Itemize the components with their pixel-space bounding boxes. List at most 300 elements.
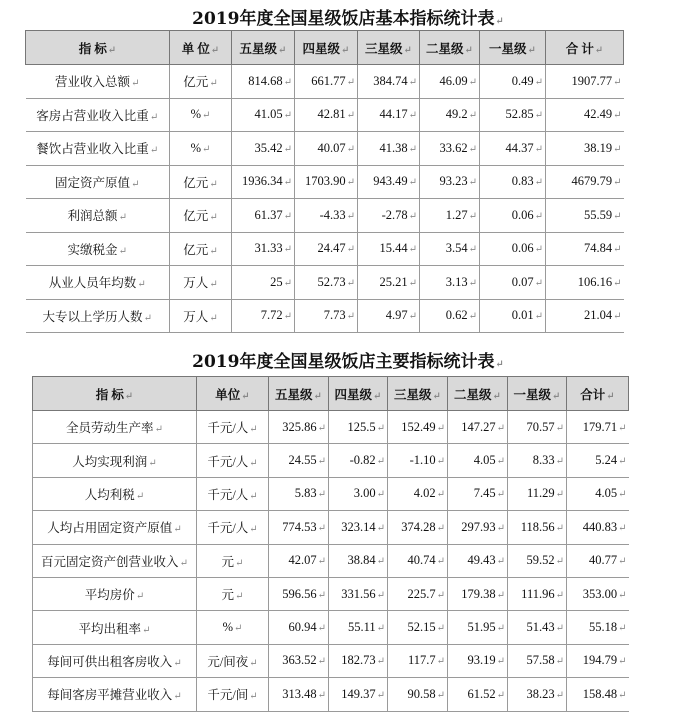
value-cell: 55.59↵: [546, 199, 624, 233]
paragraph-mark: ↵: [376, 456, 385, 468]
paragraph-mark: ↵: [154, 424, 163, 436]
paragraph-mark: ↵: [496, 422, 505, 434]
paragraph-mark: ↵: [552, 390, 561, 402]
paragraph-mark: ↵: [373, 390, 382, 402]
unit-cell: 千元/人↵: [197, 411, 269, 444]
value-cell: 31.33↵: [232, 232, 295, 266]
value-cell: 440.83↵: [567, 511, 629, 544]
value-cell: 363.52↵: [269, 644, 329, 677]
paragraph-mark: ↵: [209, 279, 218, 291]
paragraph-mark: ↵: [283, 143, 292, 155]
paragraph-mark: ↵: [403, 44, 412, 56]
table2-title: 2019年度全国星级饭店主要指标统计表↵: [192, 352, 504, 372]
indicator-label: 客房占营业收入比重↵: [26, 98, 170, 132]
indicator-label: 利润总额↵: [26, 199, 170, 233]
value-cell: 179.71↵: [567, 411, 629, 444]
paragraph-mark: ↵: [124, 390, 134, 402]
paragraph-mark: ↵: [376, 623, 385, 635]
unit-cell: 亿元↵: [170, 165, 232, 199]
paragraph-mark: ↵: [555, 489, 564, 501]
value-cell: 331.56↵: [329, 577, 388, 610]
paragraph-mark: ↵: [408, 210, 417, 222]
value-cell: 325.86↵: [269, 411, 329, 444]
table-row: [33, 544, 629, 577]
value-cell: 21.04↵: [546, 299, 624, 333]
table-row: [33, 511, 629, 544]
table-row: [33, 644, 629, 677]
table1-basic-indicators: [25, 30, 624, 333]
paragraph-mark: ↵: [149, 145, 159, 157]
paragraph-mark: ↵: [118, 212, 127, 224]
table-row: [26, 165, 624, 199]
value-cell: 4.97↵: [358, 299, 420, 333]
paragraph-mark: ↵: [317, 489, 326, 501]
value-cell: 374.28↵: [388, 511, 448, 544]
value-cell: 49.43↵: [448, 544, 508, 577]
value-cell: 42.49↵: [546, 98, 624, 132]
indicator-label: 每间可供出租客房收入↵: [33, 644, 197, 677]
value-cell: 7.73↵: [295, 299, 358, 333]
value-cell: 4.05↵: [567, 477, 629, 510]
value-cell: 49.2↵: [420, 98, 480, 132]
value-cell: 25.21↵: [358, 266, 420, 300]
value-cell: 0.62↵: [420, 299, 480, 333]
unit-cell: 千元/人↵: [197, 477, 269, 510]
paragraph-mark: ↵: [135, 490, 145, 502]
table2-header-cell: 一星级↵: [508, 377, 567, 411]
paragraph-mark: ↵: [613, 177, 622, 189]
table-row: [33, 411, 629, 444]
paragraph-mark: ↵: [202, 143, 211, 155]
value-cell: 0.07↵: [480, 266, 546, 300]
value-cell: 182.73↵: [329, 644, 388, 677]
paragraph-mark: ↵: [148, 457, 157, 469]
indicator-label: 从业人员年均数↵: [26, 266, 170, 300]
value-cell: 44.17↵: [358, 98, 420, 132]
paragraph-mark: ↵: [234, 623, 243, 635]
paragraph-mark: ↵: [209, 178, 218, 190]
paragraph-mark: ↵: [317, 556, 326, 568]
paragraph-mark: ↵: [613, 277, 622, 289]
value-cell: 814.68↵: [232, 65, 295, 99]
paragraph-mark: ↵: [107, 44, 117, 56]
table1-header-cell: 指 标↵: [26, 31, 170, 65]
paragraph-mark: ↵: [376, 489, 385, 501]
paragraph-mark: ↵: [468, 177, 477, 189]
value-cell: 59.52↵: [508, 544, 567, 577]
value-cell: 8.33↵: [508, 444, 567, 477]
paragraph-mark: ↵: [408, 110, 417, 122]
table1-header-cell: 一星级↵: [480, 31, 546, 65]
value-cell: 5.83↵: [269, 477, 329, 510]
paragraph-mark: ↵: [613, 311, 622, 323]
paragraph-mark: ↵: [118, 245, 127, 257]
value-cell: 15.44↵: [358, 232, 420, 266]
value-cell: 42.81↵: [295, 98, 358, 132]
paragraph-mark: ↵: [137, 279, 146, 291]
value-cell: 61.37↵: [232, 199, 295, 233]
value-cell: 118.56↵: [508, 511, 567, 544]
table-row: [26, 232, 624, 266]
paragraph-mark: ↵: [618, 656, 627, 668]
paragraph-mark: ↵: [495, 16, 504, 27]
value-cell: 1907.77↵: [546, 65, 624, 99]
paragraph-mark: ↵: [618, 589, 627, 601]
table1-header-cell: 单 位↵: [170, 31, 232, 65]
paragraph-mark: ↵: [376, 556, 385, 568]
paragraph-mark: ↵: [436, 422, 445, 434]
paragraph-mark: ↵: [555, 689, 564, 701]
paragraph-mark: ↵: [376, 522, 385, 534]
value-cell: 3.00↵: [329, 477, 388, 510]
value-cell: 4.05↵: [448, 444, 508, 477]
indicator-label: 人均占用固定资产原值↵: [33, 511, 197, 544]
paragraph-mark: ↵: [235, 591, 244, 603]
value-cell: 7.72↵: [232, 299, 295, 333]
value-cell: 7.45↵: [448, 477, 508, 510]
paragraph-mark: ↵: [436, 556, 445, 568]
paragraph-mark: ↵: [179, 557, 188, 569]
value-cell: 60.94↵: [269, 611, 329, 644]
indicator-label: 餐饮占营业收入比重↵: [26, 132, 170, 166]
paragraph-mark: ↵: [436, 489, 445, 501]
unit-cell: 元↵: [197, 577, 269, 610]
paragraph-mark: ↵: [173, 691, 182, 703]
table-row: [26, 65, 624, 99]
value-cell: 384.74↵: [358, 65, 420, 99]
paragraph-mark: ↵: [492, 390, 501, 402]
paragraph-mark: ↵: [496, 656, 505, 668]
table2-header-cell: 合计↵: [567, 377, 629, 411]
paragraph-mark: ↵: [283, 210, 292, 222]
value-cell: 46.09↵: [420, 65, 480, 99]
paragraph-mark: ↵: [613, 110, 622, 122]
paragraph-mark: ↵: [555, 589, 564, 601]
unit-cell: 亿元↵: [170, 199, 232, 233]
paragraph-mark: ↵: [346, 143, 355, 155]
value-cell: 33.62↵: [420, 132, 480, 166]
paragraph-mark: ↵: [534, 177, 543, 189]
paragraph-mark: ↵: [346, 177, 355, 189]
indicator-label: 实缴税金↵: [26, 232, 170, 266]
value-cell: 40.07↵: [295, 132, 358, 166]
value-cell: 117.7↵: [388, 644, 448, 677]
paragraph-mark: ↵: [135, 591, 145, 603]
paragraph-mark: ↵: [432, 390, 441, 402]
table-row: [33, 678, 629, 711]
paragraph-mark: ↵: [468, 76, 477, 88]
paragraph-mark: ↵: [376, 589, 385, 601]
paragraph-mark: ↵: [496, 522, 505, 534]
value-cell: 52.85↵: [480, 98, 546, 132]
paragraph-mark: ↵: [249, 691, 258, 703]
value-cell: -2.78↵: [358, 199, 420, 233]
paragraph-mark: ↵: [496, 589, 505, 601]
paragraph-mark: ↵: [143, 312, 152, 324]
paragraph-mark: ↵: [496, 689, 505, 701]
paragraph-mark: ↵: [468, 244, 477, 256]
value-cell: 90.58↵: [388, 678, 448, 711]
value-cell: 0.06↵: [480, 232, 546, 266]
paragraph-mark: ↵: [527, 44, 536, 56]
table2-header-cell: 三星级↵: [388, 377, 448, 411]
value-cell: 93.19↵: [448, 644, 508, 677]
table1-header-cell: 二星级↵: [420, 31, 480, 65]
value-cell: 44.37↵: [480, 132, 546, 166]
paragraph-mark: ↵: [408, 76, 417, 88]
indicator-label: 平均房价↵: [33, 577, 197, 610]
value-cell: 11.29↵: [508, 477, 567, 510]
value-cell: 41.38↵: [358, 132, 420, 166]
paragraph-mark: ↵: [555, 522, 564, 534]
indicator-label: 每间客房平摊营业收入↵: [33, 678, 197, 711]
paragraph-mark: ↵: [555, 422, 564, 434]
paragraph-mark: ↵: [534, 210, 543, 222]
table-row: [33, 611, 629, 644]
paragraph-mark: ↵: [249, 524, 258, 536]
paragraph-mark: ↵: [618, 489, 627, 501]
value-cell: 40.77↵: [567, 544, 629, 577]
paragraph-mark: ↵: [283, 110, 292, 122]
paragraph-mark: ↵: [618, 623, 627, 635]
value-cell: 0.83↵: [480, 165, 546, 199]
value-cell: -0.82↵: [329, 444, 388, 477]
value-cell: 38.23↵: [508, 678, 567, 711]
unit-cell: 千元/人↵: [197, 444, 269, 477]
indicator-label: 固定资产原值↵: [26, 165, 170, 199]
table1-header-cell: 三星级↵: [358, 31, 420, 65]
value-cell: 297.93↵: [448, 511, 508, 544]
indicator-label: 百元固定资产创营业收入↵: [33, 544, 197, 577]
unit-cell: 万人↵: [170, 299, 232, 333]
value-cell: 1.27↵: [420, 199, 480, 233]
table-row: [33, 577, 629, 610]
paragraph-mark: ↵: [618, 556, 627, 568]
unit-cell: 千元/间↵: [197, 678, 269, 711]
paragraph-mark: ↵: [555, 656, 564, 668]
value-cell: 1936.34↵: [232, 165, 295, 199]
unit-cell: %↵: [170, 98, 232, 132]
paragraph-mark: ↵: [313, 390, 322, 402]
table1-header-cell: 合 计↵: [546, 31, 624, 65]
value-cell: 93.23↵: [420, 165, 480, 199]
value-cell: 179.38↵: [448, 577, 508, 610]
unit-cell: 万人↵: [170, 266, 232, 300]
table-row: [26, 132, 624, 166]
paragraph-mark: ↵: [249, 490, 258, 502]
paragraph-mark: ↵: [495, 359, 504, 370]
indicator-label: 全员劳动生产率↵: [33, 411, 197, 444]
paragraph-mark: ↵: [209, 212, 218, 224]
value-cell: 353.00↵: [567, 577, 629, 610]
paragraph-mark: ↵: [346, 210, 355, 222]
paragraph-mark: ↵: [594, 44, 604, 56]
paragraph-mark: ↵: [464, 44, 473, 56]
paragraph-mark: ↵: [496, 456, 505, 468]
paragraph-mark: ↵: [468, 143, 477, 155]
paragraph-mark: ↵: [249, 457, 258, 469]
paragraph-mark: ↵: [618, 456, 627, 468]
paragraph-mark: ↵: [283, 277, 292, 289]
paragraph-mark: ↵: [534, 76, 543, 88]
paragraph-mark: ↵: [606, 390, 615, 402]
unit-cell: 亿元↵: [170, 65, 232, 99]
paragraph-mark: ↵: [283, 177, 292, 189]
value-cell: 0.01↵: [480, 299, 546, 333]
paragraph-mark: ↵: [131, 178, 140, 190]
value-cell: 3.54↵: [420, 232, 480, 266]
value-cell: 1703.90↵: [295, 165, 358, 199]
paragraph-mark: ↵: [346, 110, 355, 122]
value-cell: 52.73↵: [295, 266, 358, 300]
paragraph-mark: ↵: [436, 589, 445, 601]
paragraph-mark: ↵: [436, 522, 445, 534]
paragraph-mark: ↵: [468, 110, 477, 122]
paragraph-mark: ↵: [142, 624, 151, 636]
table2-header-cell: 四星级↵: [329, 377, 388, 411]
paragraph-mark: ↵: [613, 76, 622, 88]
paragraph-mark: ↵: [346, 277, 355, 289]
paragraph-mark: ↵: [496, 623, 505, 635]
paragraph-mark: ↵: [555, 556, 564, 568]
table2-header-cell: 二星级↵: [448, 377, 508, 411]
value-cell: -1.10↵: [388, 444, 448, 477]
paragraph-mark: ↵: [555, 623, 564, 635]
value-cell: 55.18↵: [567, 611, 629, 644]
paragraph-mark: ↵: [618, 422, 627, 434]
table1-header-cell: 四星级↵: [295, 31, 358, 65]
paragraph-mark: ↵: [436, 689, 445, 701]
paragraph-mark: ↵: [534, 143, 543, 155]
indicator-label: 人均利税↵: [33, 477, 197, 510]
table2-header-cell: 指 标↵: [33, 377, 197, 411]
value-cell: 152.49↵: [388, 411, 448, 444]
value-cell: 51.95↵: [448, 611, 508, 644]
paragraph-mark: ↵: [534, 110, 543, 122]
value-cell: 51.43↵: [508, 611, 567, 644]
value-cell: -4.33↵: [295, 199, 358, 233]
paragraph-mark: ↵: [278, 44, 287, 56]
unit-cell: 千元/人↵: [197, 511, 269, 544]
value-cell: 661.77↵: [295, 65, 358, 99]
paragraph-mark: ↵: [317, 422, 326, 434]
value-cell: 38.84↵: [329, 544, 388, 577]
paragraph-mark: ↵: [613, 210, 622, 222]
paragraph-mark: ↵: [468, 277, 477, 289]
paragraph-mark: ↵: [173, 657, 182, 669]
table-row: [26, 266, 624, 300]
paragraph-mark: ↵: [436, 623, 445, 635]
paragraph-mark: ↵: [613, 143, 622, 155]
paragraph-mark: ↵: [408, 177, 417, 189]
table2-header-cell: 五星级↵: [269, 377, 329, 411]
value-cell: 111.96↵: [508, 577, 567, 610]
table2-header-cell: 单位↵: [197, 377, 269, 411]
value-cell: 55.11↵: [329, 611, 388, 644]
paragraph-mark: ↵: [534, 311, 543, 323]
paragraph-mark: ↵: [283, 76, 292, 88]
paragraph-mark: ↵: [496, 556, 505, 568]
value-cell: 24.47↵: [295, 232, 358, 266]
value-cell: 147.27↵: [448, 411, 508, 444]
paragraph-mark: ↵: [408, 244, 417, 256]
paragraph-mark: ↵: [209, 78, 218, 90]
value-cell: 774.53↵: [269, 511, 329, 544]
paragraph-mark: ↵: [408, 143, 417, 155]
table2-main-indicators: [32, 376, 629, 712]
value-cell: 0.49↵: [480, 65, 546, 99]
paragraph-mark: ↵: [173, 524, 182, 536]
paragraph-mark: ↵: [346, 244, 355, 256]
paragraph-mark: ↵: [468, 210, 477, 222]
paragraph-mark: ↵: [618, 689, 627, 701]
value-cell: 0.06↵: [480, 199, 546, 233]
table-row: [33, 444, 629, 477]
value-cell: 24.55↵: [269, 444, 329, 477]
value-cell: 158.48↵: [567, 678, 629, 711]
paragraph-mark: ↵: [436, 456, 445, 468]
table-row: [26, 98, 624, 132]
table1-header-cell: 五星级↵: [232, 31, 295, 65]
value-cell: 4.02↵: [388, 477, 448, 510]
paragraph-mark: ↵: [346, 76, 355, 88]
value-cell: 38.19↵: [546, 132, 624, 166]
paragraph-mark: ↵: [317, 589, 326, 601]
unit-cell: 元/间夜↵: [197, 644, 269, 677]
paragraph-mark: ↵: [436, 656, 445, 668]
value-cell: 25↵: [232, 266, 295, 300]
value-cell: 61.52↵: [448, 678, 508, 711]
unit-cell: 元↵: [197, 544, 269, 577]
table-row: [26, 199, 624, 233]
paragraph-mark: ↵: [317, 656, 326, 668]
paragraph-mark: ↵: [249, 424, 258, 436]
paragraph-mark: ↵: [283, 244, 292, 256]
value-cell: 225.7↵: [388, 577, 448, 610]
value-cell: 5.24↵: [567, 444, 629, 477]
value-cell: 74.84↵: [546, 232, 624, 266]
value-cell: 323.14↵: [329, 511, 388, 544]
paragraph-mark: ↵: [317, 522, 326, 534]
paragraph-mark: ↵: [317, 456, 326, 468]
paragraph-mark: ↵: [376, 689, 385, 701]
indicator-label: 人均实现利润↵: [33, 444, 197, 477]
indicator-label: 营业收入总额↵: [26, 65, 170, 99]
paragraph-mark: ↵: [149, 111, 159, 123]
paragraph-mark: ↵: [209, 245, 218, 257]
paragraph-mark: ↵: [341, 44, 350, 56]
paragraph-mark: ↵: [241, 390, 250, 402]
paragraph-mark: ↵: [209, 312, 218, 324]
paragraph-mark: ↵: [317, 689, 326, 701]
value-cell: 52.15↵: [388, 611, 448, 644]
table1-title: 2019年度全国星级饭店基本指标统计表↵: [192, 9, 504, 29]
paragraph-mark: ↵: [210, 44, 220, 56]
value-cell: 40.74↵: [388, 544, 448, 577]
paragraph-mark: ↵: [131, 78, 140, 90]
paragraph-mark: ↵: [317, 623, 326, 635]
value-cell: 149.37↵: [329, 678, 388, 711]
paragraph-mark: ↵: [613, 244, 622, 256]
paragraph-mark: ↵: [534, 277, 543, 289]
paragraph-mark: ↵: [408, 311, 417, 323]
indicator-label: 大专以上学历人数↵: [26, 299, 170, 333]
value-cell: 125.5↵: [329, 411, 388, 444]
value-cell: 943.49↵: [358, 165, 420, 199]
unit-cell: %↵: [197, 611, 269, 644]
value-cell: 42.07↵: [269, 544, 329, 577]
indicator-label: 平均出租率↵: [33, 611, 197, 644]
